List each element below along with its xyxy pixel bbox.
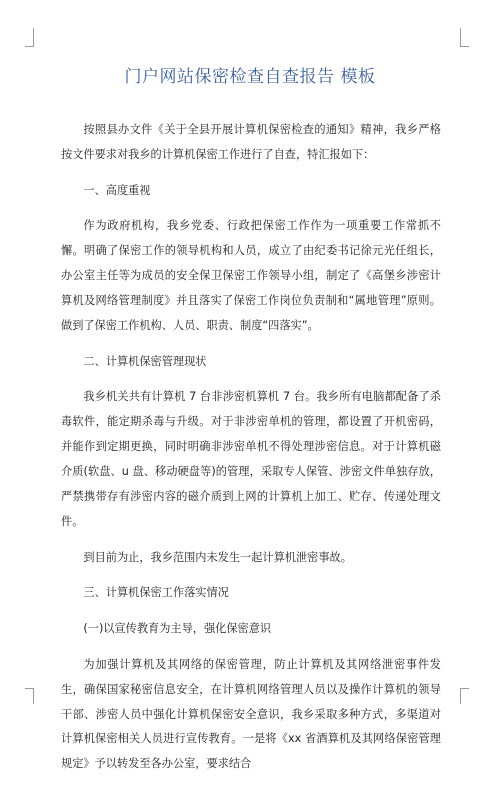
- intro-paragraph: 按照县办文件《关于全县开展计算机保密检查的通知》精神，我乡严格按文件要求对我乡的计算机保密工作进行了自查，特汇报如下：: [61, 123, 441, 161]
- section-heading-1: 一、高度重视: [83, 183, 151, 197]
- crop-mark-bottom-right-vertical: [460, 688, 461, 704]
- crop-mark-top-right-horizontal: [460, 46, 469, 47]
- crop-mark-bottom-left-vertical: [33, 688, 34, 704]
- section-3-1-paragraph: 为加强计算机及其网络的保密管理，防止计算机及其网络泄密事件发生，确保国家秘密信息安全，在计算机网络管理人员以及操作计算机的领导干部、涉密人员中强化计算机保密安全意识，我乡采取多种方式，多渠道对计算机保密相关人员进行宣传教育。一是将《xx 省酒算机及其网络保密管理规定》予以转发至各办公室，要求结合: [61, 657, 441, 771]
- crop-mark-top-left-horizontal: [25, 46, 34, 47]
- section-heading-3: 三、计算机保密工作落实情况: [83, 586, 229, 600]
- section-2-conclusion: 到目前为止，我乡范围内未发生一起计算机泄密事故。: [83, 550, 352, 564]
- section-heading-2: 二、计算机保密管理现状: [83, 354, 207, 368]
- document-title: 门户网站保密检查自查报告 模板: [124, 67, 376, 87]
- crop-mark-bottom-right-horizontal: [460, 688, 469, 689]
- section-1-paragraph: 作为政府机构，我乡党委、行政把保密工作作为一项重要工作常抓不懈。明确了保密工作的领导机构和人员，成立了由纪委书记徐元光任组长，办公室主任等为成员的安全保卫保密工作领导小组，制定了《高堡乡涉密计算机及网络管理制度》并且落实了保密工作岗位负责制和“属地管理”原则。做到了保密工作机构、人员、职责、制度“四落实”。: [61, 219, 441, 332]
- document-body: [61, 118, 441, 788]
- crop-mark-top-left-vertical: [33, 28, 34, 46]
- subsection-heading-3-1: (一)以宣传教育为主导，强化保密意识: [83, 621, 272, 635]
- crop-mark-top-right-vertical: [460, 28, 461, 46]
- section-2-paragraph: 我乡机关共有计算机 7 台非涉密机算机 7 台。我乡所有电脑都配备了杀毒软件，能定期杀毒与升级。对于非涉密单机的管理，都设置了开机密码，并能作到定期更换，同时明确非涉密单机不得处理涉密信息。对于计算机磁介质(软盘、u 盘、移动硬盘等)的管理，采取专人保管、涉密文件单独存放，严禁携带存有涉密内容的磁介质到上网的计算机上加工、贮存、传递处理文件。: [61, 390, 441, 528]
